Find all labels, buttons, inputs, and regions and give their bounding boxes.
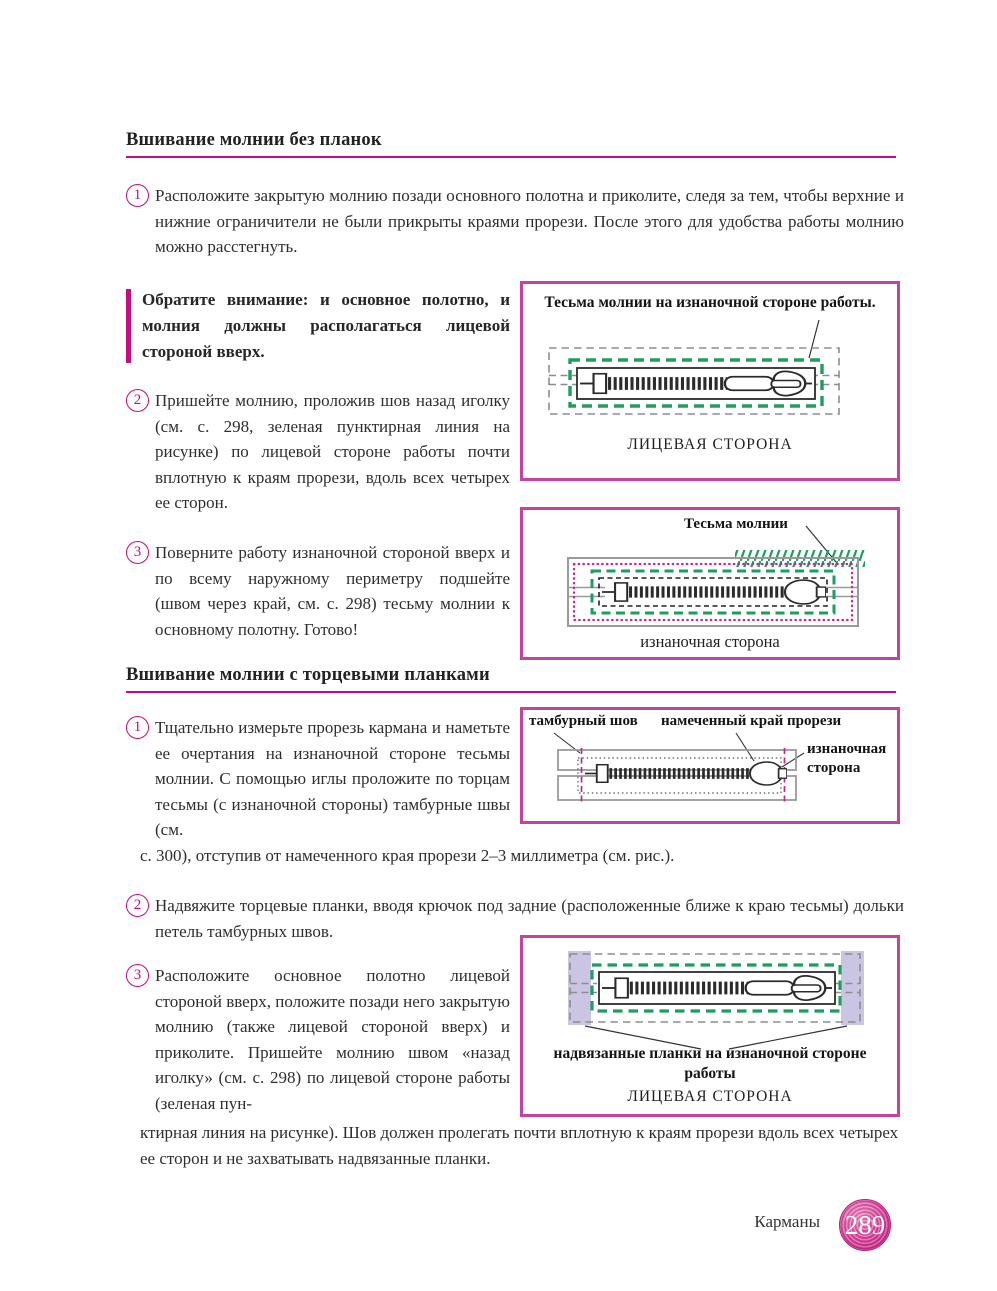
figure2-caption: изнаночная сторона [640,632,780,651]
figure1-caption: Тесьма молнии на изнаночной стороне работы. [544,294,876,311]
step-number-badge: 3 [126,541,149,564]
section1-heading-rule [126,156,896,158]
figure3-label-edge: намеченный край прорези [661,713,842,729]
figure1-side-label: ЛИЦЕВАЯ СТОРОНА [627,436,793,453]
s1-step-2 [126,388,510,516]
step-number-badge: 1 [126,184,149,207]
zipper-icon [602,580,826,604]
figure3-label-side: изнаночная сторона [807,741,887,776]
plank-right [841,951,864,1025]
section2-heading: Вшивание молнии с торцевыми планками [126,665,490,685]
note-strong: Обратите внимание: [142,290,309,309]
figure-chain-stitch-marking [520,707,900,824]
step-text: Пришейте молнию, проложив шов назад иголку (см. с. 298, зеленая пунктирная линия на рисунке) по лицевой стороне работы почти вплотную к краям прорези, вдоль всех четырех ее сторон. [155,391,510,512]
step-number-badge: 2 [126,389,149,412]
plank-left [568,951,591,1025]
figure-reverse-side-no-planks [520,507,900,660]
step-number-badge: 1 [126,716,149,739]
section1-heading: Вшивание молнии без планок [126,130,382,150]
s2-step-3 [126,963,510,1116]
step-number-badge: 2 [126,894,149,917]
s2-step-1 [126,715,510,843]
s2-step-1-continuation: с. 300), отступив от намеченного края прорези 2–3 миллиметра (см. рис.). [140,846,675,865]
step-text: Тщательно измерьте прорезь кармана и наметьте ее очертания на изнаночной стороне тесьмы молнии. С помощью иглы проложите по торцам тесьмы (с изнаночной стороны) тамбурные швы (см. [155,718,510,839]
note-text: и основное полотно, и молния должны располагаться лицевой стороной вверх. [142,290,510,361]
leader-line [809,320,819,358]
zipper-icon [585,762,787,785]
s1-step-1 [126,183,904,260]
step-text: Поверните работу изнаночной стороной вверх и по всему наружному периметру подшейте (швом через край, см. с. 298) тесьму молнии к основному полотну. Готово! [155,543,510,639]
leader-line [736,733,754,761]
figure3-label-stitch: тамбурный шов [529,713,638,729]
section2-heading-rule [126,691,896,693]
step-text: Расположите основное полотно лицевой стороной вверх, положите позади него закрытую молнию (также лицевой стороной вверх) и приколите. Пришейте молнию швом «назад иголку» (см. с. 298) по лицевой стороне работы (зеленая пун- [155,966,510,1113]
note-box [126,287,510,365]
figure-face-side-no-planks [520,281,900,481]
figure4-caption: ЛИЦЕВАЯ СТОРОНА [627,1088,793,1105]
figure-face-side-with-planks [520,935,900,1117]
footer-section-label: Карманы [754,1212,820,1231]
page-number-badge: 289 [839,1199,891,1251]
step-text: Надвяжите торцевые планки, вводя крючок под задние (расположенные ближе к краю тесьмы) дольки петель тамбурных швов. [155,896,904,941]
s2-step-3-continuation: ктирная линия на рисунке). Шов должен пролегать почти вплотную к краям прорези вдоль всех четырех ее сторон и не захватывать надвязанные планки. [140,1123,899,1168]
figure2-label: Тесьма молнии [684,516,788,532]
step-number-badge: 3 [126,964,149,987]
s1-step-3 [126,540,510,642]
step-text: Расположите закрытую молнию позади основного полотна и приколите, следя за тем, чтобы верхние и нижние ограничители не были прикрыты краями прорези. После этого для удобства работы молнию можно расстегнуть. [155,186,904,256]
figure4-label: надвязанные планки на изнаночной стороне работы [553,1045,867,1082]
